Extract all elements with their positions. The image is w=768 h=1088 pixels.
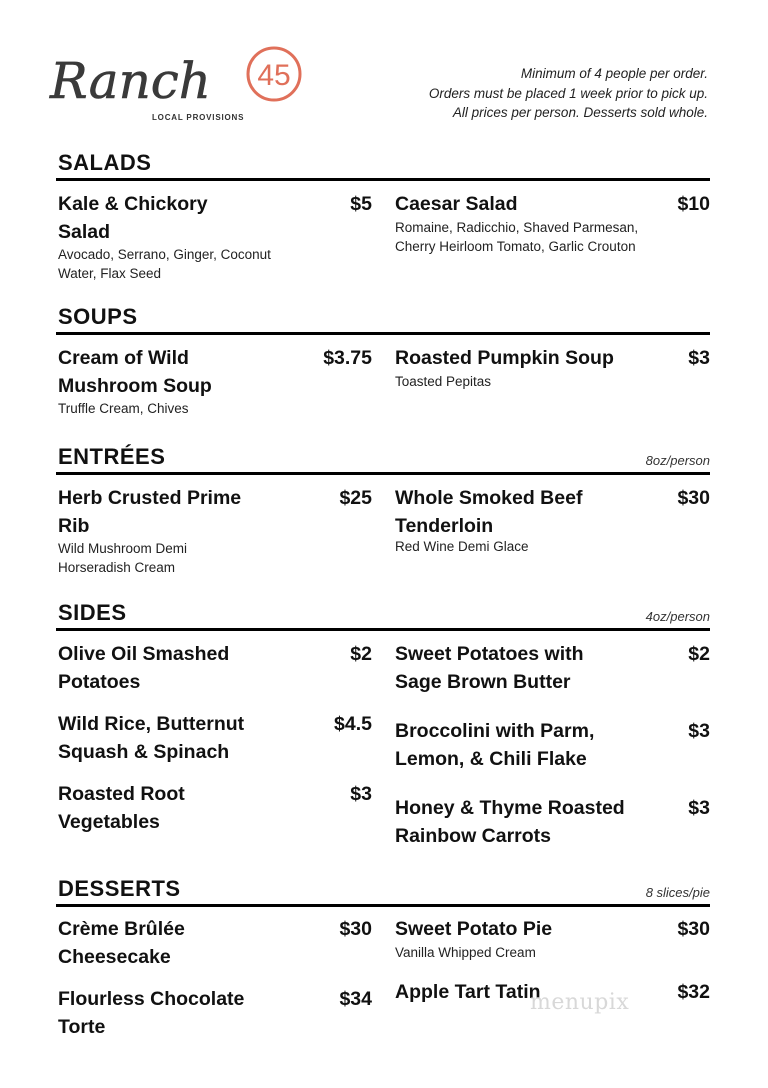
- menu-item: [58, 985, 372, 1045]
- menu-item: [395, 190, 710, 270]
- item-name: Apple Tart Tatin: [395, 981, 541, 1003]
- item-name: Roasted Root Vegetables: [58, 783, 185, 833]
- note-line: Orders must be placed 1 week prior to pick up.: [428, 85, 708, 101]
- item-price: $4.5: [334, 713, 372, 735]
- item-name: Sweet Potatoes with Sage Brown Butter: [395, 643, 584, 693]
- menu-item: [395, 484, 710, 564]
- menu-item: [58, 484, 372, 584]
- menu-item: [58, 190, 372, 290]
- ranch45-logo: [48, 40, 310, 126]
- item-name: Honey & Thyme Roasted Rainbow Carrots: [395, 797, 625, 847]
- item-name: Broccolini with Parm, Lemon, & Chili Flake: [395, 720, 595, 770]
- item-name: Whole Smoked Beef Tenderloin: [395, 487, 583, 537]
- section-divider: [56, 178, 710, 181]
- item-name: Cream of Wild Mushroom Soup: [58, 347, 212, 397]
- item-price: $3: [688, 347, 710, 369]
- item-price: $2: [350, 643, 372, 665]
- item-price: $3: [350, 783, 372, 805]
- item-name: Roasted Pumpkin Soup: [395, 347, 614, 369]
- item-price: $2: [688, 643, 710, 665]
- section-divider: [56, 332, 710, 335]
- section-divider: [56, 904, 710, 907]
- section-title: ENTRÉES: [58, 444, 166, 469]
- item-description: Romaine, Radicchio, Shaved Parmesan, Cherry Heirloom Tomato, Garlic Crouton: [395, 220, 639, 254]
- logo-wordmark: Ranch: [50, 52, 212, 110]
- item-price: $30: [339, 918, 372, 940]
- item-price: $10: [677, 193, 710, 215]
- section-note: 8 slices/pie: [645, 885, 710, 900]
- section-title: SIDES: [58, 600, 127, 625]
- menu-item: [58, 780, 372, 840]
- menu-item: [58, 640, 372, 700]
- logo-tagline: LOCAL PROVISIONS: [152, 113, 245, 122]
- item-description: Red Wine Demi Glace: [395, 539, 529, 554]
- item-price: $32: [677, 981, 710, 1003]
- item-description: Avocado, Serrano, Ginger, Coconut Water, Flax Seed: [58, 247, 271, 281]
- section-sides-header: [56, 600, 710, 626]
- section-divider: [56, 472, 710, 475]
- section-title: DESSERTS: [58, 876, 181, 901]
- section-divider: [56, 628, 710, 631]
- menu-item: [58, 344, 372, 424]
- menu-item: [58, 915, 372, 975]
- section-title: SOUPS: [58, 304, 138, 329]
- item-price: $30: [677, 487, 710, 509]
- item-description: Wild Mushroom Demi Horseradish Cream: [58, 541, 188, 575]
- section-note: 8oz/person: [645, 453, 710, 468]
- order-notes: [429, 64, 708, 123]
- item-name: Sweet Potato Pie: [395, 918, 553, 940]
- menu-item: [395, 344, 710, 404]
- item-price: $3: [688, 720, 710, 742]
- menu-item: [395, 717, 710, 777]
- item-price: $3: [688, 797, 710, 819]
- item-name: Wild Rice, Butternut Squash & Spinach: [58, 713, 245, 763]
- item-price: $25: [339, 487, 372, 509]
- menu-item: [395, 794, 710, 854]
- logo-number: 45: [257, 59, 291, 92]
- note-line: All prices per person. Desserts sold whole.: [452, 105, 708, 120]
- item-name: Crème Brûlée Cheesecake: [58, 918, 185, 968]
- menu-item: [395, 915, 710, 975]
- item-name: Caesar Salad: [395, 193, 518, 215]
- item-description: Vanilla Whipped Cream: [395, 945, 536, 960]
- section-entrees-header: [56, 444, 710, 470]
- section-soups-header: [56, 304, 710, 330]
- section-desserts-header: [56, 876, 710, 902]
- item-name: Olive Oil Smashed Potatoes: [58, 643, 230, 693]
- watermark: menupix: [530, 990, 630, 1015]
- item-price: $5: [350, 193, 372, 215]
- section-title: SALADS: [58, 150, 152, 175]
- item-description: Toasted Pepitas: [395, 374, 492, 389]
- menu-item: [395, 640, 710, 700]
- item-price: $3.75: [323, 347, 372, 369]
- item-description: Truffle Cream, Chives: [58, 401, 189, 416]
- item-name: Flourless Chocolate Torte: [58, 988, 245, 1038]
- note-line: Minimum of 4 people per order.: [520, 66, 708, 81]
- menu-item: [58, 710, 372, 770]
- section-salads-header: [56, 150, 710, 176]
- item-name: Herb Crusted Prime Rib: [58, 487, 242, 537]
- item-price: $34: [339, 988, 372, 1010]
- item-name: Kale & Chickory Salad: [58, 193, 208, 243]
- item-price: $30: [677, 918, 710, 940]
- section-note: 4oz/person: [645, 609, 710, 624]
